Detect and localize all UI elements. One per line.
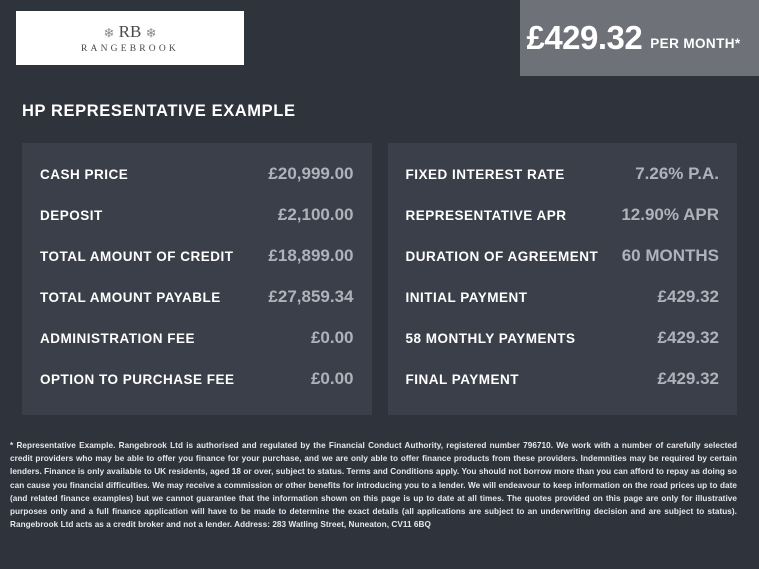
table-row	[406, 317, 720, 358]
row-label: 58 MONTHLY PAYMENTS	[405, 331, 576, 346]
row-label: DURATION OF AGREEMENT	[405, 249, 599, 264]
details-panels	[0, 121, 759, 415]
page-title: HP REPRESENTATIVE EXAMPLE	[22, 102, 296, 120]
table-row	[406, 194, 720, 235]
row-value: £27,859.34	[268, 287, 354, 306]
table-row	[40, 235, 354, 276]
row-value: 12.90% APR	[621, 205, 719, 224]
header-logo-area	[0, 0, 520, 76]
price-band	[520, 0, 759, 76]
row-label: TOTAL AMOUNT PAYABLE	[40, 290, 221, 305]
table-row	[406, 235, 720, 276]
monthly-price-amount: £429.32	[526, 19, 643, 56]
logo-monogram-icon	[104, 22, 157, 43]
table-row	[40, 194, 354, 235]
row-label: CASH PRICE	[40, 167, 129, 182]
table-row	[40, 153, 354, 194]
row-value: £20,999.00	[268, 164, 354, 183]
row-value: £0.00	[310, 369, 354, 388]
row-value: £18,899.00	[268, 246, 354, 265]
row-label: TOTAL AMOUNT OF CREDIT	[40, 249, 234, 264]
table-row	[406, 358, 720, 399]
table-row	[40, 358, 354, 399]
row-value: £429.32	[657, 328, 719, 347]
row-value: 60 MONTHS	[621, 246, 719, 265]
logo-wordmark: RANGEBROOK	[81, 43, 179, 54]
row-value: £429.32	[657, 287, 719, 306]
row-value: £0.00	[310, 328, 354, 347]
right-details-panel	[388, 143, 738, 415]
row-label: DEPOSIT	[40, 208, 103, 223]
disclaimer-text: * Representative Example. Rangebrook Ltd is authorised and regulated by the Financial Conduct Authority, registered number 796710. We work with a number of carefully selected credit providers who may be able to offer you finance for your purchase, and we are only able to offer finance products from these providers. Indemnities may be required by certain lenders. Finance is only available to UK residents, aged 18 or over, subject to status. Terms and Conditions apply. You should not borrow more than you can afford to repay as doing so can cause you financial difficulties. We may receive a commission or other benefits for introducing you to a lender. We will endeavour to keep information on the road prices up to date (and related finance examples) but we cannot guarantee that the information shown on this page is up to date at all times. The quotes provided on this page are only for illustrative purposes only and a full finance application will have to be made to determine the exact details (all applications are subject to an underwriting decision and are subject to status). Rangebrook Ltd acts as a credit broker and not a lender. Address: 283 Watling Street, Nuneaton, CV11 6BQ	[10, 441, 737, 530]
row-label: FINAL PAYMENT	[405, 372, 520, 387]
monthly-price-period: PER MONTH*	[650, 35, 741, 51]
row-label: FIXED INTEREST RATE	[405, 167, 565, 182]
row-value: 7.26% P.A.	[635, 164, 719, 183]
brand-logo	[16, 11, 244, 65]
row-label: REPRESENTATIVE APR	[405, 208, 567, 223]
row-value: £429.32	[657, 369, 719, 388]
logo-monogram-text: RB	[118, 22, 142, 42]
row-label: ADMINISTRATION FEE	[40, 331, 195, 346]
row-label: INITIAL PAYMENT	[405, 290, 528, 305]
table-row	[40, 317, 354, 358]
crest-right-icon: ❄	[145, 25, 157, 41]
table-row	[406, 153, 720, 194]
table-row	[406, 276, 720, 317]
crest-left-icon: ❄	[103, 25, 115, 41]
left-details-panel	[22, 143, 372, 415]
table-row	[40, 276, 354, 317]
row-value: £2,100.00	[277, 205, 354, 224]
row-label: OPTION TO PURCHASE FEE	[40, 372, 235, 387]
header	[0, 0, 759, 76]
